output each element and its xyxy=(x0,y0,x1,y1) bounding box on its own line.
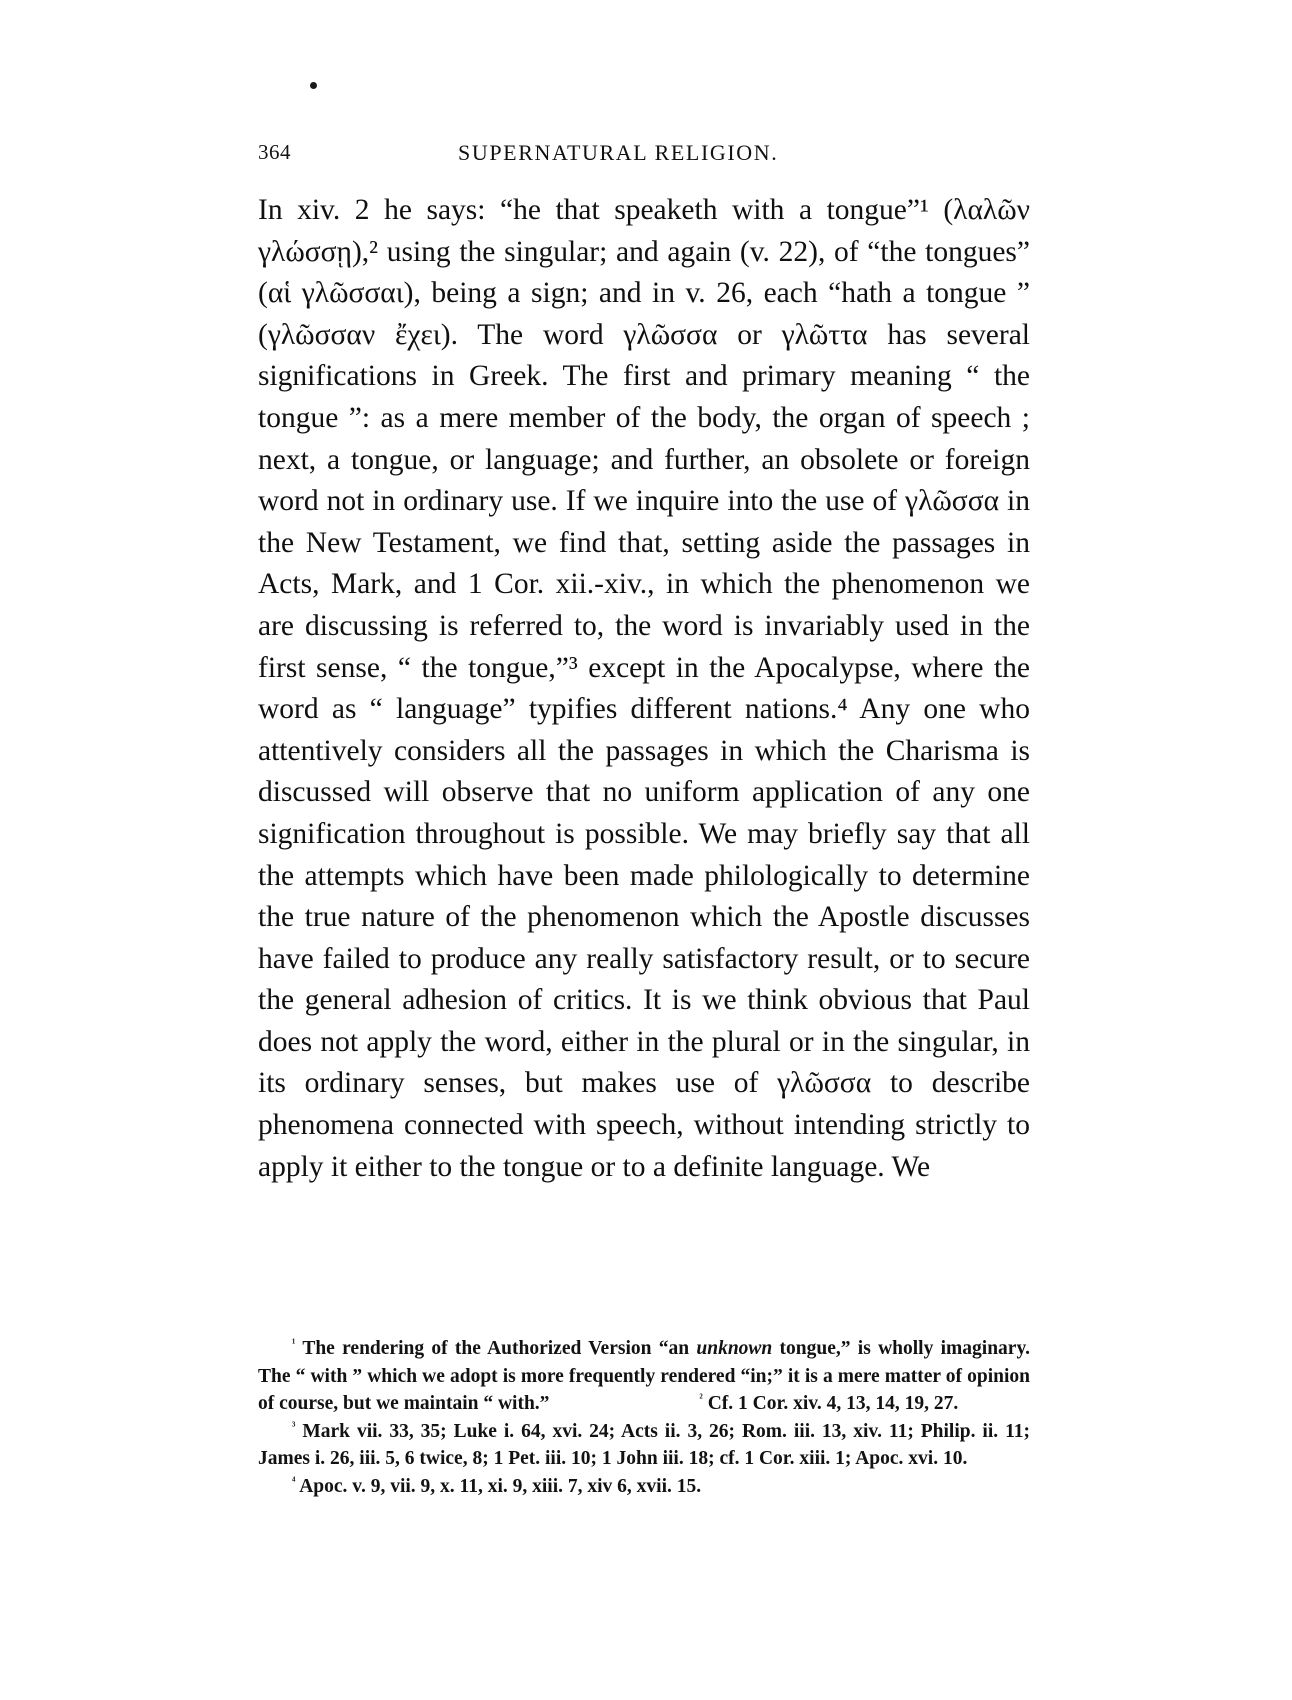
footnote-4 xyxy=(258,1473,1030,1501)
footnote-1-marker: ¹ xyxy=(292,1337,296,1350)
footnote-3-text: Mark vii. 33, 35; Luke i. 64, xvi. 24; Acts ii. 3, 26; Rom. iii. 13, xiv. 11; Philip. ii. 11; James i. 26, iii. 5, 6 twice, 8; 1 Pet. iii. 10; 1 John iii. 18; cf. 1 Cor. xiii. 1; Apoc. xvi. 10. xyxy=(258,1420,1031,1469)
ink-speck-mark xyxy=(310,82,317,89)
footnote-1 xyxy=(258,1335,1030,1418)
running-head-title: SUPERNATURAL RELIGION. xyxy=(458,140,779,165)
body-paragraph: In xiv. 2 he says: “he that speaketh with a tongue”¹ (λαλῶν γλώσσῃ),² using the singular; and again (v. 22), of “the tongues” (αἱ γλῶσσαι), being a sign; and in v. 26, each “hath a tongue ” (γλῶσσαν ἔχει). The word γλῶσσα or γλῶττα has several significations in Greek. The first and primary meaning “ the tongue ”: as a mere member of the body, the organ of speech ; next, a tongue, or language; and further, an obsolete or foreign word not in ordinary use. If we inquire into the use of γλῶσσα in the New Testament, we find that, setting aside the passages in Acts, Mark, and 1 Cor. xii.-xiv., in which the phenomenon we are discussing is referred to, the word is invariably used in the first sense, “ the tongue,”³ except in the Apocalypse, where the word as “ language” typifies different nations.⁴ Any one who attentively considers all the passages in which the Charisma is discussed will observe that no uniform application of any one signification throughout is possible. We may briefly say that all the attempts which have been made philologically to determine the true nature of the phenomenon which the Apostle discusses have failed to produce any really satisfactory result, or to secure the general adhesion of critics. It is we think obvious that Paul does not apply the word, either in the plural or in the singular, in its ordinary senses, but makes use of γλῶσσα to describe phenomena connected with speech, without intending strictly to apply it either to the tongue or to a definite language. We xyxy=(258,194,1030,1183)
footnote-4-marker: ⁴ xyxy=(292,1475,296,1487)
footnote-4-text: Apoc. v. 9, vii. 9, x. 11, xi. 9, xiii. 7, xiv 6, xvii. 15. xyxy=(299,1475,702,1497)
footnotes-block xyxy=(258,1335,1030,1500)
footnote-3 xyxy=(258,1418,1030,1473)
page-number: 364 xyxy=(258,140,291,164)
footnote-1-text-part1: The rendering of the Authorized Version “an xyxy=(302,1338,697,1359)
body-text-block xyxy=(258,190,1030,1188)
footnote-3-marker: ³ xyxy=(292,1420,296,1432)
page-header xyxy=(258,140,1028,166)
footnote-1-text-part2: tongue,” is wholly imaginary. The “ with ” which we adopt is more frequently rendered “in;” it is a mere matter of opinion of course, but we maintain “ with.” xyxy=(258,1338,1030,1414)
footnote-2-text: Cf. 1 Cor. xiv. 4, 13, 14, 19, 27. xyxy=(707,1393,959,1414)
footnote-1-emphasis: unknown xyxy=(696,1338,773,1359)
footnote-2-marker: ² xyxy=(699,1392,703,1405)
